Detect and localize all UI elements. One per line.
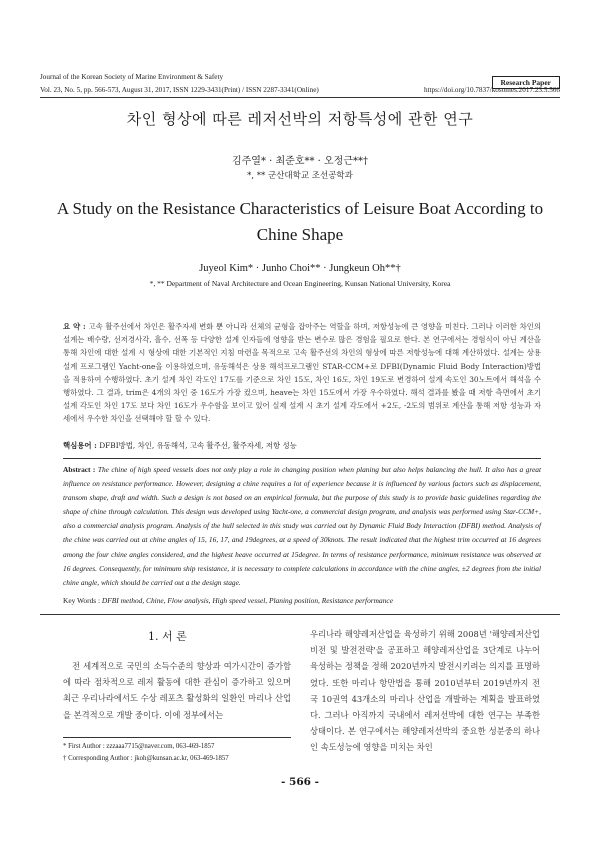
abstract-divider [63, 458, 541, 459]
authors-english: Juyeol Kim* · Junho Choi** · Jungkeun Oh**† [199, 263, 401, 274]
authors-korean: 김주열* · 최준호** · 오정근**† [231, 156, 368, 167]
keywords-korean [63, 440, 541, 451]
journal-name: Journal of the Korean Society of Marine Environment & Safety [40, 73, 224, 81]
title-english-line1: A Study on the Resistance Characteristics of Leisure Boat According to [56, 199, 544, 218]
intro-left-column: 전 세계적으로 국민의 소득수준의 향상과 여가시간이 증가함에 따라 점차적으로 레저 활동에 대한 관심이 증가하고 있으며 최근 우리나라에서도 수상 레포츠 활성화의 일환인 마리나 산업을 본격적으로 개발 중이다. 이에 정부에서는 [63, 661, 291, 720]
doi-link[interactable]: https://doi.org/10.7837/kosomes.2017.23.5.566 [423, 86, 560, 94]
footnote-corresponding-author: † Corresponding Author : jkoh@kunsan.ac.kr, 063-469-1857 [63, 755, 229, 762]
header-rule [40, 97, 560, 98]
abstract-end-rule [40, 614, 560, 615]
abstract-english [63, 463, 541, 590]
abstract-korean-text: 고속 활주선에서 차인은 활주자세 변화 뿐 아니라 선체의 균형을 잡아주는 역할을 하며, 저항성능에 큰 영향을 미친다. 그러나 이러한 차인의 설계는 배수량, 선저경사각, 흘수, 선폭 등 다양한 설계 인자들에 영향을 받는 변수로 많은 경험을 필요로 한다. 본 연구에서는 경험식이 아닌 계산을 통해 차인에 대한 설계 시 형상에 대한 기본적인 지침 마련을 목적으로 고속 활주선의 차인의 형상에 따른 저항성능에 대해 계산하였다. 설계는 상용 설계 프로그램인 Yacht-one을 이용하였으며, 유동해석은 상용 해석프로그램인 STAR-CCM+로 DFBI(Dynamic Fluid Body Interaction)방법을 적용하여 수행하였다. 초기 설계 차인 각도인 17도를 기준으로 차인 15도, 차인 16도, 차인 19도로 변경하여 설계 속도인 30노트에서 해석을 수행하였다. 그 결과, trim은 4개의 차인 중 16도가 가장 컸으며, heave는 차인 15도에서 가장 우수하였다. 해석 결과를 봤을 때 저항 측면에서 초기 설계 각도인 차인 17도 보다 차인 16도가 우수함을 보이고 있어 실제 설계 시 초기 설계 각도에서 +2도, -2도의 범위로 계산을 통해 저항 성능과 자세에서 우수한 차인을 선택해야 할 할 수 있다. [63, 322, 541, 424]
citation: Vol. 23, No. 5, pp. 566-573, August 31, 2017, ISSN 1229-3431(Print) / ISSN 2287-3341(Online) [40, 86, 319, 94]
abstract-english-text: The chine of high speed vessels does not only play a role in changing position when planing but also helps balancing the hull. It also has a great influence on resistance performance. However, designing a chine requires a lot of experience because it is influenced by various factors such as displacement, transom shape, draft and width. Such a design is not based on an empirical formula, but the purpose of this study is to provide basic guidelines regarding the shape of chine through calculation. This design was developed using Yacht-one, a commercial design program, and analysis was performed using Star-CCM+, also a commercial analysis program. Analysis of the hull selected in this study was carried out by Dynamic Fluid Body Interaction (DFBI) method. Analysis of the chine was carried out at chine angles of 15, 16, 17, and 19degrees, at a speed of 30knots. The result indicated that the highest trim occurred at 16 degrees among the four chine angles considered, and the highest heave occurred at 15degree. In terms of resistance performance, minimum resistance was observed at 16 degrees. Consequently, for minimum ship resistance, it is necessary to complete calculations in accordance with the chine angles, ±2 degrees from the initial chine angle, which should be carried out a the design stage. [63, 465, 541, 587]
article-type-badge: Research Paper [492, 76, 560, 89]
abstract-korean [63, 320, 541, 426]
keywords-korean-text: DFBI방법, 차인, 유동해석, 고속 활주선, 활주자세, 저항 성능 [99, 441, 297, 450]
page-number: - 566 - [281, 776, 319, 788]
abstract-english-label: Abstract : [63, 465, 96, 474]
affiliation-korean: *, ** 군산대학교 조선공학과 [247, 171, 353, 181]
title-korean: 차인 형상에 따른 레저선박의 저항특성에 관한 연구 [126, 110, 474, 128]
title-english [40, 196, 560, 248]
title-english-line2: Chine Shape [256, 225, 344, 244]
abstract-korean-label: 요 약 : [63, 322, 86, 331]
keywords-english [63, 596, 541, 605]
affiliation-english: *, ** Department of Naval Architecture and Ocean Engineering, Kunsan National University, Korea [149, 279, 451, 288]
intro-right-column: 우리나라 해양레저산업을 육성하기 위해 2008년 '해양레저산업 비전 및 발전전략'을 공표하고 해양레저산업을 3단계로 나누어 육성하는 정책을 정해 2020년까지 발전시키려는 의지를 표명하였다. 또한 마리나 항만법을 통해 2010년부터 2019년까지 전국 10권역 43개소의 마리나 산업을 개발하는 계획을 발표하였다. 그러나 아직까지 국내에서 레저선박에 대한 연구는 부족한 상태이다. 본 연구에서는 해양레저선박의 중요한 성분중의 하나인 속도성능에 영향을 미치는 차인 [310, 629, 540, 753]
footnote-first-author: * First Author : zzzaaa7715@naver.com, 063-469-1857 [63, 743, 215, 750]
section-heading: 1. 서 론 [148, 630, 187, 643]
keywords-korean-label: 핵심용어 : [63, 441, 97, 450]
keywords-english-label: Key Words : [63, 596, 101, 605]
footnote-rule [63, 737, 291, 738]
keywords-english-text: DFBI method, Chine, Flow analysis, High speed vessel, Planing position, Resistance performance [101, 596, 393, 605]
